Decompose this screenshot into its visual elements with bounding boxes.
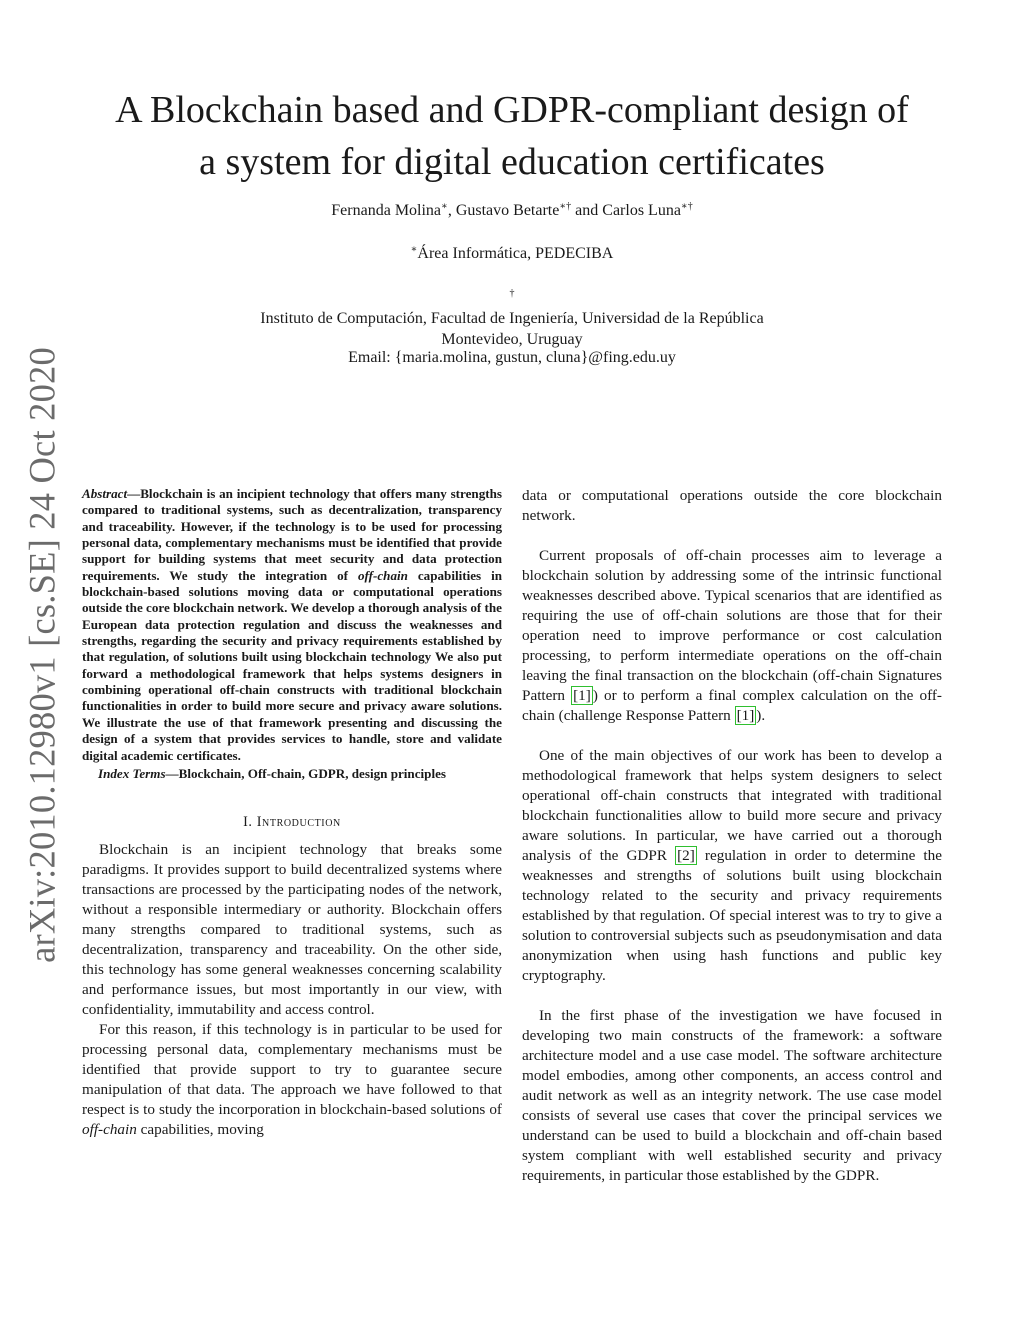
right-paragraph-2-a: One of the main objectives of our work has been to develop a methodological framework that helps system designers to select operational off-chain constructs that integrated with traditional blockchain functionalities allow to build more secure and privacy aware solutions. In particular, we have carried out a thorough analysis of the GDPR [522,747,942,864]
paper-title [60,84,964,188]
index-terms-label: Index Terms [98,765,166,781]
intro-paragraph-2-a: For this reason, if this technology is in particular to be used for processing personal data, complementary mechanisms must be identified that provide support to try to guarantee secure manipulation of that data. The approach we have followed to that respect is to study the incorporation in blockchain-based solutions of [82,1021,502,1119]
affiliation-2-line-2: Montevideo, Uruguay [441,331,583,348]
author-1-mark: ∗ [441,201,448,212]
intro-paragraph-2-emphasis: off-chain [82,1121,137,1139]
section-number: I. [243,814,257,831]
intro-paragraph-2-b: capabilities, moving [136,1121,264,1139]
affiliation-1-mark: ∗ [410,244,418,255]
citation-link-1b[interactable]: [1] [736,707,755,724]
intro-paragraph-2 [82,1020,502,1140]
affiliation-2-line-1 [100,287,924,329]
citation-link-2[interactable]: [2] [677,847,695,864]
section-heading-introduction [82,814,502,831]
arxiv-stamp-text: arXiv:2010.12980v1 [cs.SE] 24 Oct 2020 [21,347,63,963]
abstract-text-b: capabilities in blockchain-based solutions moving data or computational operations outside the core blockchain network. We develop a thorough analysis of the European data protection regulation and discuss the weaknesses and strengths, regarding the security and privacy requirements established by that regulation, of solutions built using blockchain technology We also put forward a methodological framework that helps systems designers in combining operational off-chain constructs with traditional blockchain functionalities in order to build more secure and privacy aware solutions. We illustrate the use of that framework presenting and discussing the design of a system that provides services to handle, store and validate digital academic certificates. [82,567,503,763]
section-title: Introduction [256,814,341,831]
author-3-mark: ∗† [680,201,693,212]
arxiv-stamp [17,347,67,963]
abstract-label: Abstract [82,486,128,501]
affiliation-2-mark: † [509,288,515,299]
abstract-emphasis: off-chain [357,567,408,583]
right-paragraph-1-b: ) or to perform a final complex calculation on the off-chain (challenge Response Pattern [522,687,942,724]
intro-paragraph-1: Blockchain is an incipient technology that breaks some paradigms. It provides support to build decentralized systems where transactions are processed by the participating nodes of the network, without a responsible intermediary or authority. Blockchain offers many strengths compared to traditional systems, such as decentralization, transparency and traceability. On the other side, this technology has some general weaknesses concerning scalability and performance issues, but most importantly in our view, with confidentiality, immutability and access control. [82,841,502,1019]
author-separator-1: , [447,202,456,219]
abstract-text-a: Blockchain is an incipient technology that offers many strengths compared to traditional systems, such as decentralization, transparency and traceability. However, if the technology is to be used for processing personal data, complementary mechanisms must be identified that provide support for building systems that meet security and data protection requirements. We study the integration of [82,486,502,583]
author-1-name: Fernanda Molina [331,202,442,219]
right-paragraph-continued: data or computational operations outside the core blockchain network. [522,487,942,524]
title-line-2: a system for digital education certificates [199,141,825,183]
affiliation-1 [100,245,924,263]
affiliation-2-line-1-text: Instituto de Computación, Facultad de Ingeniería, Universidad de la República [260,310,764,327]
abstract [82,486,502,764]
email-line: Email: {maria.molina, gustun, cluna}@fing.edu.uy [348,349,676,366]
index-terms-text: Blockchain, Off-chain, GDPR, design principles [178,765,446,781]
index-terms [82,766,502,782]
index-terms-dash: — [165,765,179,781]
author-2-name: Gustavo Betarte [455,202,560,219]
right-paragraph-2-b: regulation in order to determine the weaknesses and strengths of solutions built using blockchain technology related to the security and privacy requirements established by that regulation. Of special interest was to try to give a solution to controversial subjects such as pseudonymisation and data anonymization when using hash functions and public key cryptography. [522,847,942,984]
right-paragraph-1-c: ). [756,707,766,724]
abstract-dash: — [127,486,141,501]
right-paragraph-3: In the first phase of the investigation we have focused in developing two main constructs of the framework: a software architecture model and a use case model. The software architecture model embodies, among other components, an access control and audit network as well as an integrity network. The use case model consists of several use cases that cover the principal services we understand can be used to build a blockchain and off-chain based system compliant with well established security and privacy requirements, in particular those established by the GDPR. [522,1007,942,1184]
title-line-1: A Blockchain based and GDPR-compliant design of [115,89,909,131]
affiliation-1-text: Área Informática, PEDECIBA [417,245,614,262]
author-3-name: Carlos Luna [602,202,681,219]
author-2-mark: ∗† [559,201,572,212]
right-column [522,486,942,1206]
citation-link-1[interactable]: [1] [573,687,591,704]
right-paragraph-2 [522,746,942,986]
right-paragraph-1-a: Current proposals of off-chain processes aim to leverage a blockchain solution by addressing some of the intrinsic functional weaknesses described above. Typical scenarios that are identified as requiring the use of off-chain solutions are those that for their operation need to improve performance or cost calculation processing, to perform intermediate operations on the off-chain leaving the final transaction on the blockchain (off-chain Signatures Pattern [522,547,942,704]
right-paragraph-1 [522,546,942,726]
left-column [82,486,502,1140]
author-list [100,202,924,220]
affiliation-2 [100,287,924,350]
author-separator-2: and [571,202,603,219]
